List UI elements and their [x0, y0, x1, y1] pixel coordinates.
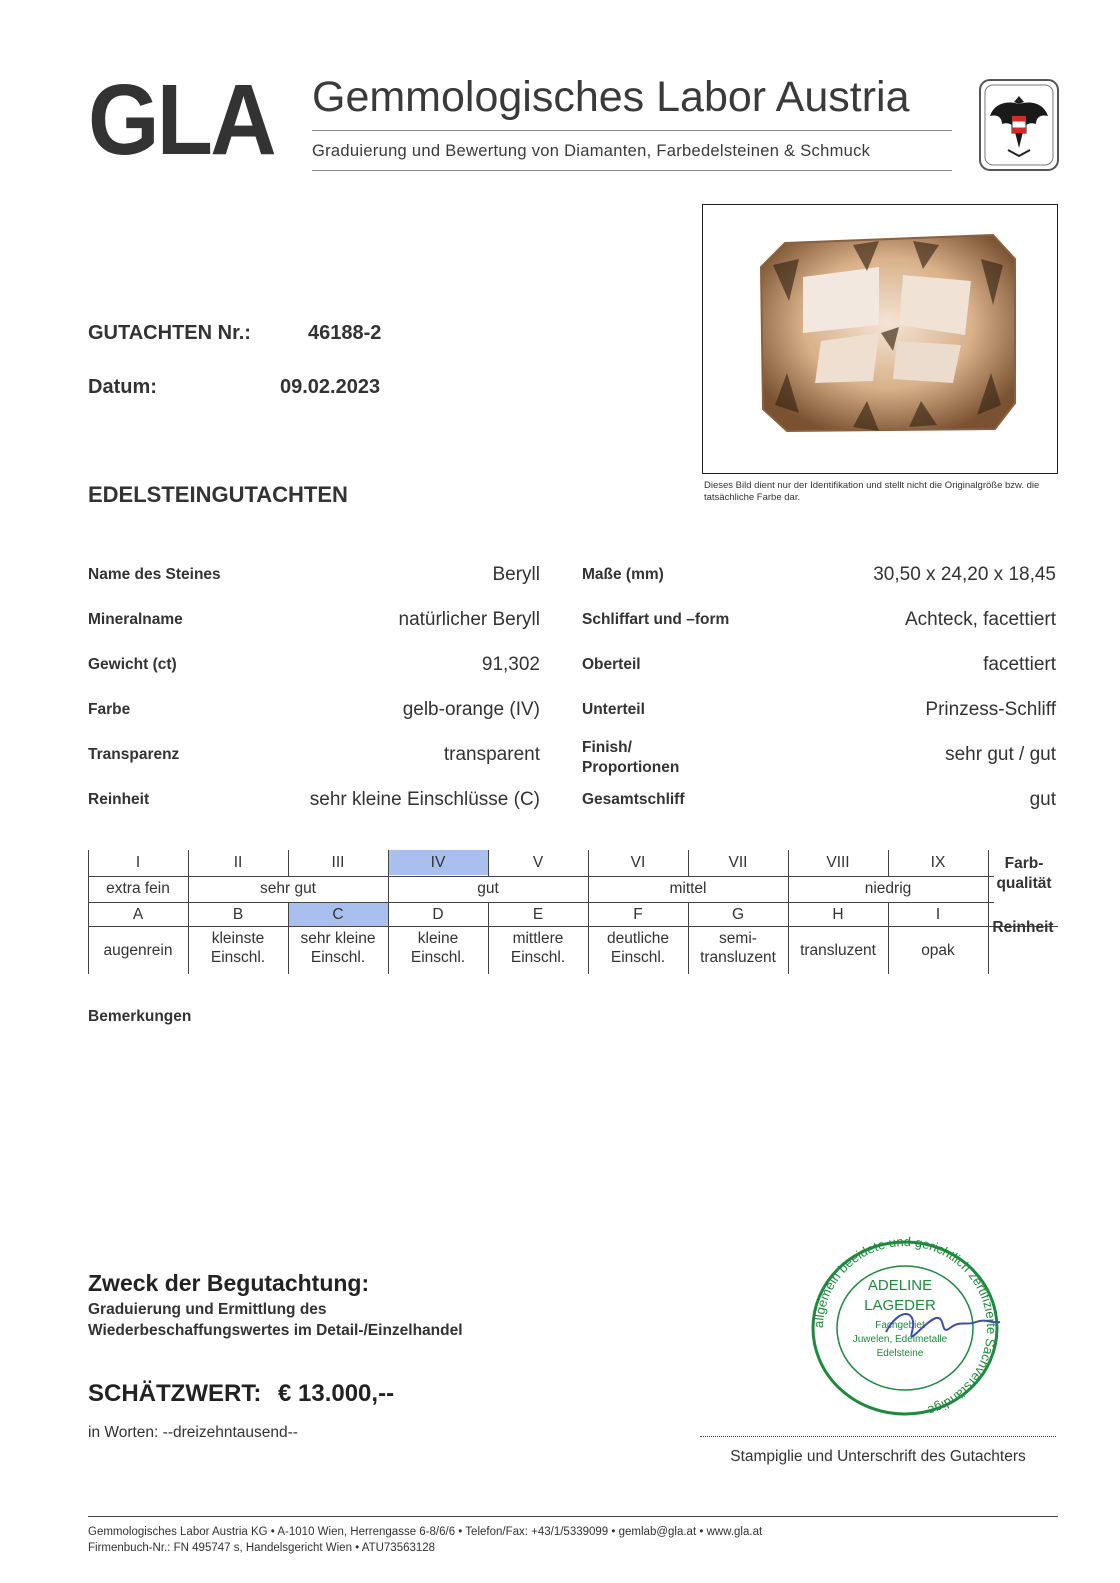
purpose-text — [88, 1300, 463, 1342]
valuation — [88, 1380, 394, 1408]
footer-rule — [88, 1516, 1058, 1517]
signature-line — [700, 1436, 1056, 1437]
property-value: Achteck, facettiert — [904, 609, 1056, 630]
stamp-caption: Stampiglie und Unterschrift des Gutachters — [730, 1448, 1026, 1465]
gla-logo: GLA — [88, 64, 274, 176]
stamp-specialty-1: Juwelen, Edelmetalle — [852, 1334, 948, 1345]
cert-number-label: GUTACHTEN Nr.: — [88, 322, 251, 344]
color-group: extra fein — [106, 880, 170, 897]
stamp-specialty-2: Edelsteine — [876, 1348, 924, 1359]
valuation-label: SCHÄTZWERT: — [88, 1380, 262, 1407]
clarity-grade: A — [132, 906, 144, 923]
stamp-field: Fachgebiet — [875, 1320, 925, 1331]
austrian-eagle-seal-icon — [978, 78, 1060, 172]
color-grade: V — [532, 854, 544, 871]
clarity-label: Reinheit — [992, 919, 1054, 936]
valuation-value: € 13.000,-- — [277, 1380, 395, 1407]
valuation-words: in Worten: --dreizehntausend-- — [88, 1424, 298, 1441]
property-value: natürlicher Beryll — [398, 609, 540, 630]
property-value: gelb-orange (IV) — [402, 699, 540, 720]
property-label: Oberteil — [582, 656, 641, 673]
color-group: sehr gut — [259, 880, 316, 897]
clarity-description: transluzent — [800, 942, 876, 959]
property-label: Schliffart und –form — [582, 611, 730, 628]
property-value: gut — [1029, 789, 1056, 810]
color-grade: VI — [630, 854, 646, 871]
header-rule-top — [312, 130, 952, 131]
property-label: Gewicht (ct) — [88, 656, 177, 673]
remarks-label: Bemerkungen — [88, 1008, 192, 1025]
table-rule — [88, 876, 994, 877]
color-group: mittel — [669, 880, 707, 897]
footer-address: Gemmologisches Labor Austria KG • A-1010 Wien, Herrengasse 6-8/6/6 • Telefon/Fax: +43/1/5339099 • gemlab@gla.at • www.gla.at — [88, 1526, 763, 1538]
clarity-description: kleine Einschl. — [410, 930, 466, 966]
clarity-grade: H — [832, 906, 844, 923]
clarity-description: sehr kleine Einschl. — [300, 930, 376, 966]
color-group: niedrig — [864, 880, 912, 897]
table-rule — [88, 902, 994, 903]
table-rule — [988, 850, 989, 974]
property-value: Prinzess-Schliff — [925, 699, 1056, 720]
clarity-description: kleinste Einschl. — [210, 930, 266, 966]
purpose-title: Zweck der Begutachtung: — [88, 1270, 370, 1296]
property-label: Unterteil — [582, 701, 645, 718]
purpose-line-2: Wiederbeschaffungswertes im Detail-/Einzelhandel — [88, 1321, 463, 1339]
expert-stamp — [800, 1236, 1010, 1420]
clarity-description: opak — [921, 942, 955, 959]
clarity-description: deutliche Einschl. — [606, 930, 670, 966]
property-value: 30,50 x 24,20 x 18,45 — [873, 564, 1056, 585]
property-value: Beryll — [492, 564, 540, 585]
cert-date: 09.02.2023 — [280, 376, 381, 398]
clarity-grade-selected: C — [332, 906, 344, 923]
property-label: Transparenz — [88, 746, 180, 763]
clarity-description: semi-transluzent — [700, 930, 776, 966]
color-grade: I — [135, 854, 141, 871]
property-label: Maße (mm) — [582, 566, 664, 583]
color-grade: II — [233, 854, 243, 871]
property-value: sehr gut / gut — [945, 744, 1056, 765]
property-label: Finish/ Proportionen — [582, 739, 680, 777]
clarity-grade: D — [432, 906, 444, 923]
stamp-name-first: ADELINE — [867, 1277, 933, 1294]
cert-date-label: Datum: — [88, 376, 157, 398]
property-label: Farbe — [88, 701, 131, 718]
property-value: 91,302 — [481, 654, 540, 675]
stamp-ring-text: allgemein beeidete und gerichtlich zertifizierte Sachverständige — [810, 1236, 1000, 1419]
lab-name: Gemmologisches Labor Austria — [312, 73, 910, 121]
header-rule-bottom — [312, 170, 952, 171]
purpose-line-1: Graduierung und Ermittlung des — [88, 1301, 327, 1318]
grade-table — [88, 850, 1060, 974]
property-value: transparent — [443, 744, 540, 765]
color-grade: IX — [930, 854, 946, 871]
clarity-grade: E — [532, 906, 544, 923]
gem-photo-frame — [702, 204, 1058, 474]
lab-subtitle: Graduierung und Bewertung von Diamanten, Farbedelsteinen & Schmuck — [312, 142, 871, 160]
clarity-description: augenrein — [103, 942, 173, 959]
cert-type: EDELSTEINGUTACHTEN — [88, 482, 348, 507]
color-quality-label: Farb-qualität — [996, 855, 1052, 893]
table-rule — [88, 926, 1058, 927]
clarity-grade: B — [232, 906, 244, 923]
property-label: Gesamtschliff — [582, 791, 685, 808]
property-label: Name des Steines — [88, 566, 221, 583]
gemstone-image — [703, 205, 1059, 475]
cert-number: 46188-2 — [308, 322, 382, 344]
property-value: facettiert — [983, 654, 1056, 675]
stamp-name-last: LAGEDER — [864, 1297, 936, 1314]
footer-registry: Firmenbuch-Nr.: FN 495747 s, Handelsgericht Wien • ATU73563128 — [88, 1542, 436, 1554]
clarity-description: mittlere Einschl. — [510, 930, 566, 966]
image-disclaimer: Dieses Bild dient nur der Identifikation und stellt nicht die Originalgröße bzw. die tatsächliche Farbe dar. — [704, 480, 1040, 503]
clarity-grade: F — [633, 906, 643, 923]
color-grade: III — [331, 854, 345, 871]
clarity-grade: G — [731, 906, 745, 923]
property-value: sehr kleine Einschlüsse (C) — [309, 789, 540, 810]
property-label: Reinheit — [88, 791, 150, 808]
color-grade-selected: IV — [430, 854, 446, 871]
color-group: gut — [477, 880, 499, 897]
clarity-grade: I — [935, 906, 941, 923]
color-grade: VIII — [826, 854, 850, 871]
property-label: Mineralname — [88, 611, 183, 628]
color-grade: VII — [728, 854, 748, 871]
